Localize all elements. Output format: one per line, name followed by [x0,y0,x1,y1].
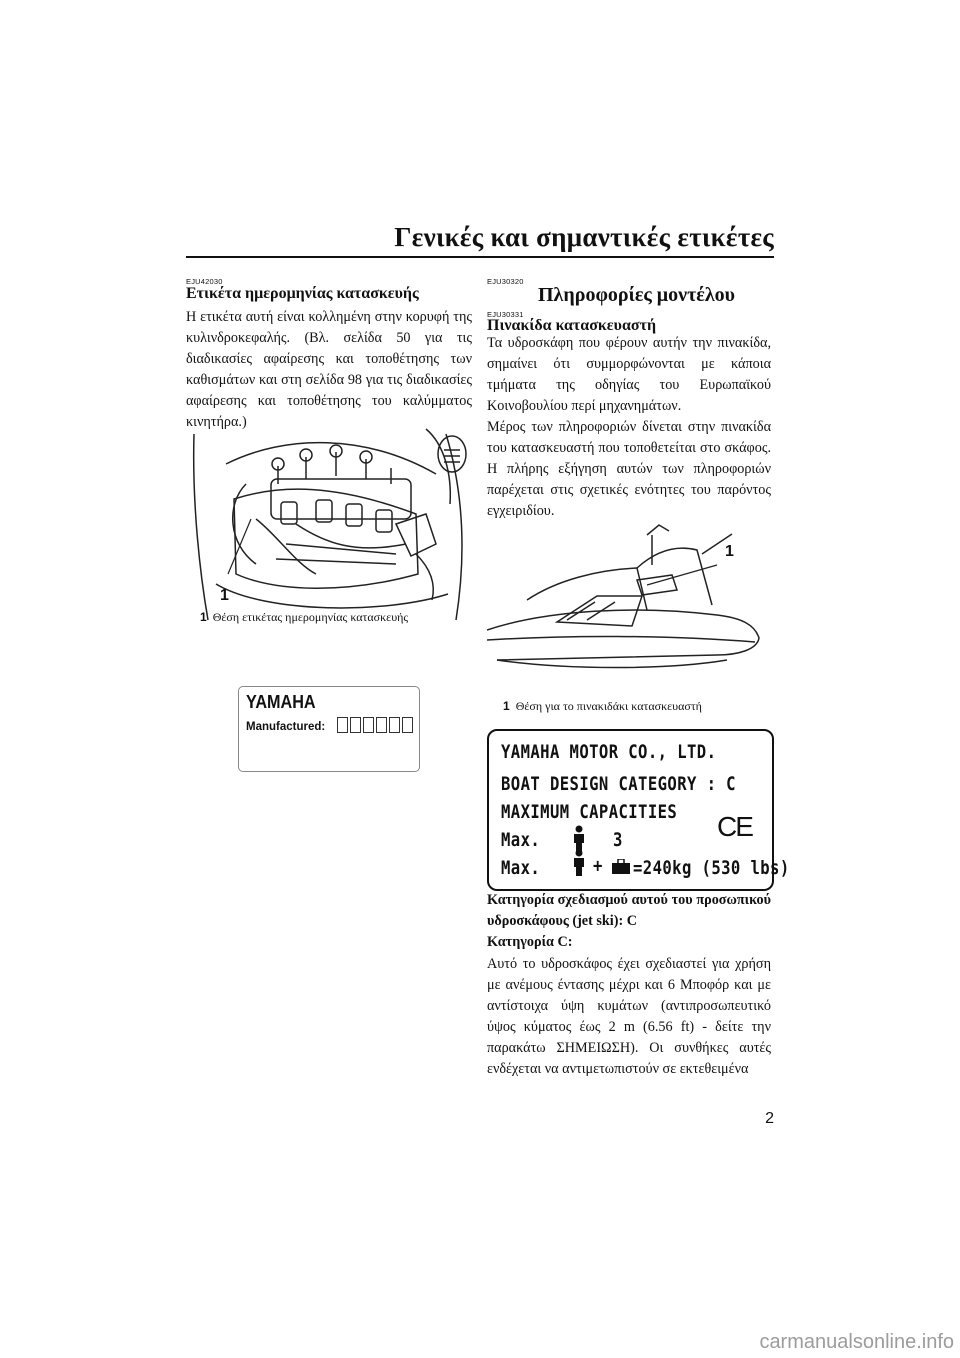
figure-callout: 1 [725,543,734,560]
section-paragraph: Η ετικέτα αυτή είναι κολλημένη στην κορυφή της κυλινδροκεφαλής. (Βλ. σελίδα 50 για τις διαδικασίες αφαίρεσης και τοποθέτησης των καθισμάτων και στη σελίδα 98 για τις διαδικασίες αφαίρεσης και τοποθέτησης του καλύμματος κινητήρα.) [186,309,472,430]
section-heading: Ετικέτα ημερομηνίας κατασκευής [186,285,419,302]
page-title: Γενικές και σημαντικές ετικέτες [394,222,774,252]
label-brand: YAMAHA [246,692,316,712]
luggage-icon [611,859,631,875]
builder-plate [487,729,790,891]
section-paragraph: Μέρος των πληροφοριών δίνεται στην πινακίδα του κατασκευαστή που τοποθετείται στο σκάφος. Η πλήρης εξήγηση αυτών των πληροφοριών παρέχεται στις σχετικές ενότητες του παρόντος εγχειριδίου. [487,419,771,519]
plate-max-persons-label: Max. [501,829,541,851]
section-code: EJU30320 [487,277,524,286]
plate-line-capacities: MAXIMUM CAPACITIES [501,801,678,823]
plate-max-load-value: =240kg (530 lbs) [633,857,790,879]
section-heading: Πινακίδα κατασκευαστή [487,317,657,334]
figure-callout: 1 [220,587,229,604]
section-title: Πληροφορίες μοντέλου [538,284,736,306]
watermark: carmanualsonline.info [759,1331,954,1353]
caption-number: 1 [200,610,207,624]
plate-line-category: BOAT DESIGN CATEGORY : C [501,773,736,795]
category-c-heading: Κατηγορία C: [487,934,573,950]
page-number: 2 [765,1110,774,1127]
date-boxes [337,717,413,733]
plate-max-load-label: Max. [501,857,541,879]
caption-text: Θέση ετικέτας ημερομηνίας κατασκευής [212,610,409,624]
person-icon [571,849,587,877]
section-code: EJU30331 [487,310,524,319]
engine-illustration [186,424,476,624]
design-category-text: Κατηγορία σχεδιασμού αυτού του προσωπικού υδροσκάφους (jet ski): C [487,892,771,929]
figure-caption [200,610,408,625]
category-c-paragraph: Αυτό το υδροσκάφος έχει σχεδιαστεί για χρήση με ανέμους έντασης μέχρι και 6 Μποφόρ και με αντίστοιχα ύψη κυμάτων (αντιπροσωπευτικό ύψος κύματος έως 2 m (6.56 ft) - δείτε την παρακάτω ΣΗΜΕΙΩΣΗ). Οι συνθήκες αυτές ενδέχεται να αντιμετωπιστούν σε εκτεθειμένα [487,956,771,1077]
ce-mark: CE [717,811,752,842]
plate-max-persons-value: 3 [613,829,623,851]
jetski-illustration [487,510,771,696]
label-manufactured: Manufactured: [246,721,326,733]
header-rule [186,256,774,258]
section-code: EJU42030 [186,277,223,286]
date-label-illustration [238,686,420,772]
plate-line-company: YAMAHA MOTOR CO., LTD. [501,741,717,763]
caption-number: 1 [503,699,510,713]
plate-plus: + [593,855,603,877]
figure-caption [503,699,702,714]
section-paragraph: Τα υδροσκάφη που φέρουν αυτήν την πινακίδα, σημαίνει ότι συμμορφώνονται με κάποια τμήματα της οδηγίας του Ευρωπαϊκού Κοινοβουλίου περί μηχανημάτων. [487,335,771,414]
caption-text: Θέση για το πινακιδάκι κατασκευαστή [515,699,702,713]
